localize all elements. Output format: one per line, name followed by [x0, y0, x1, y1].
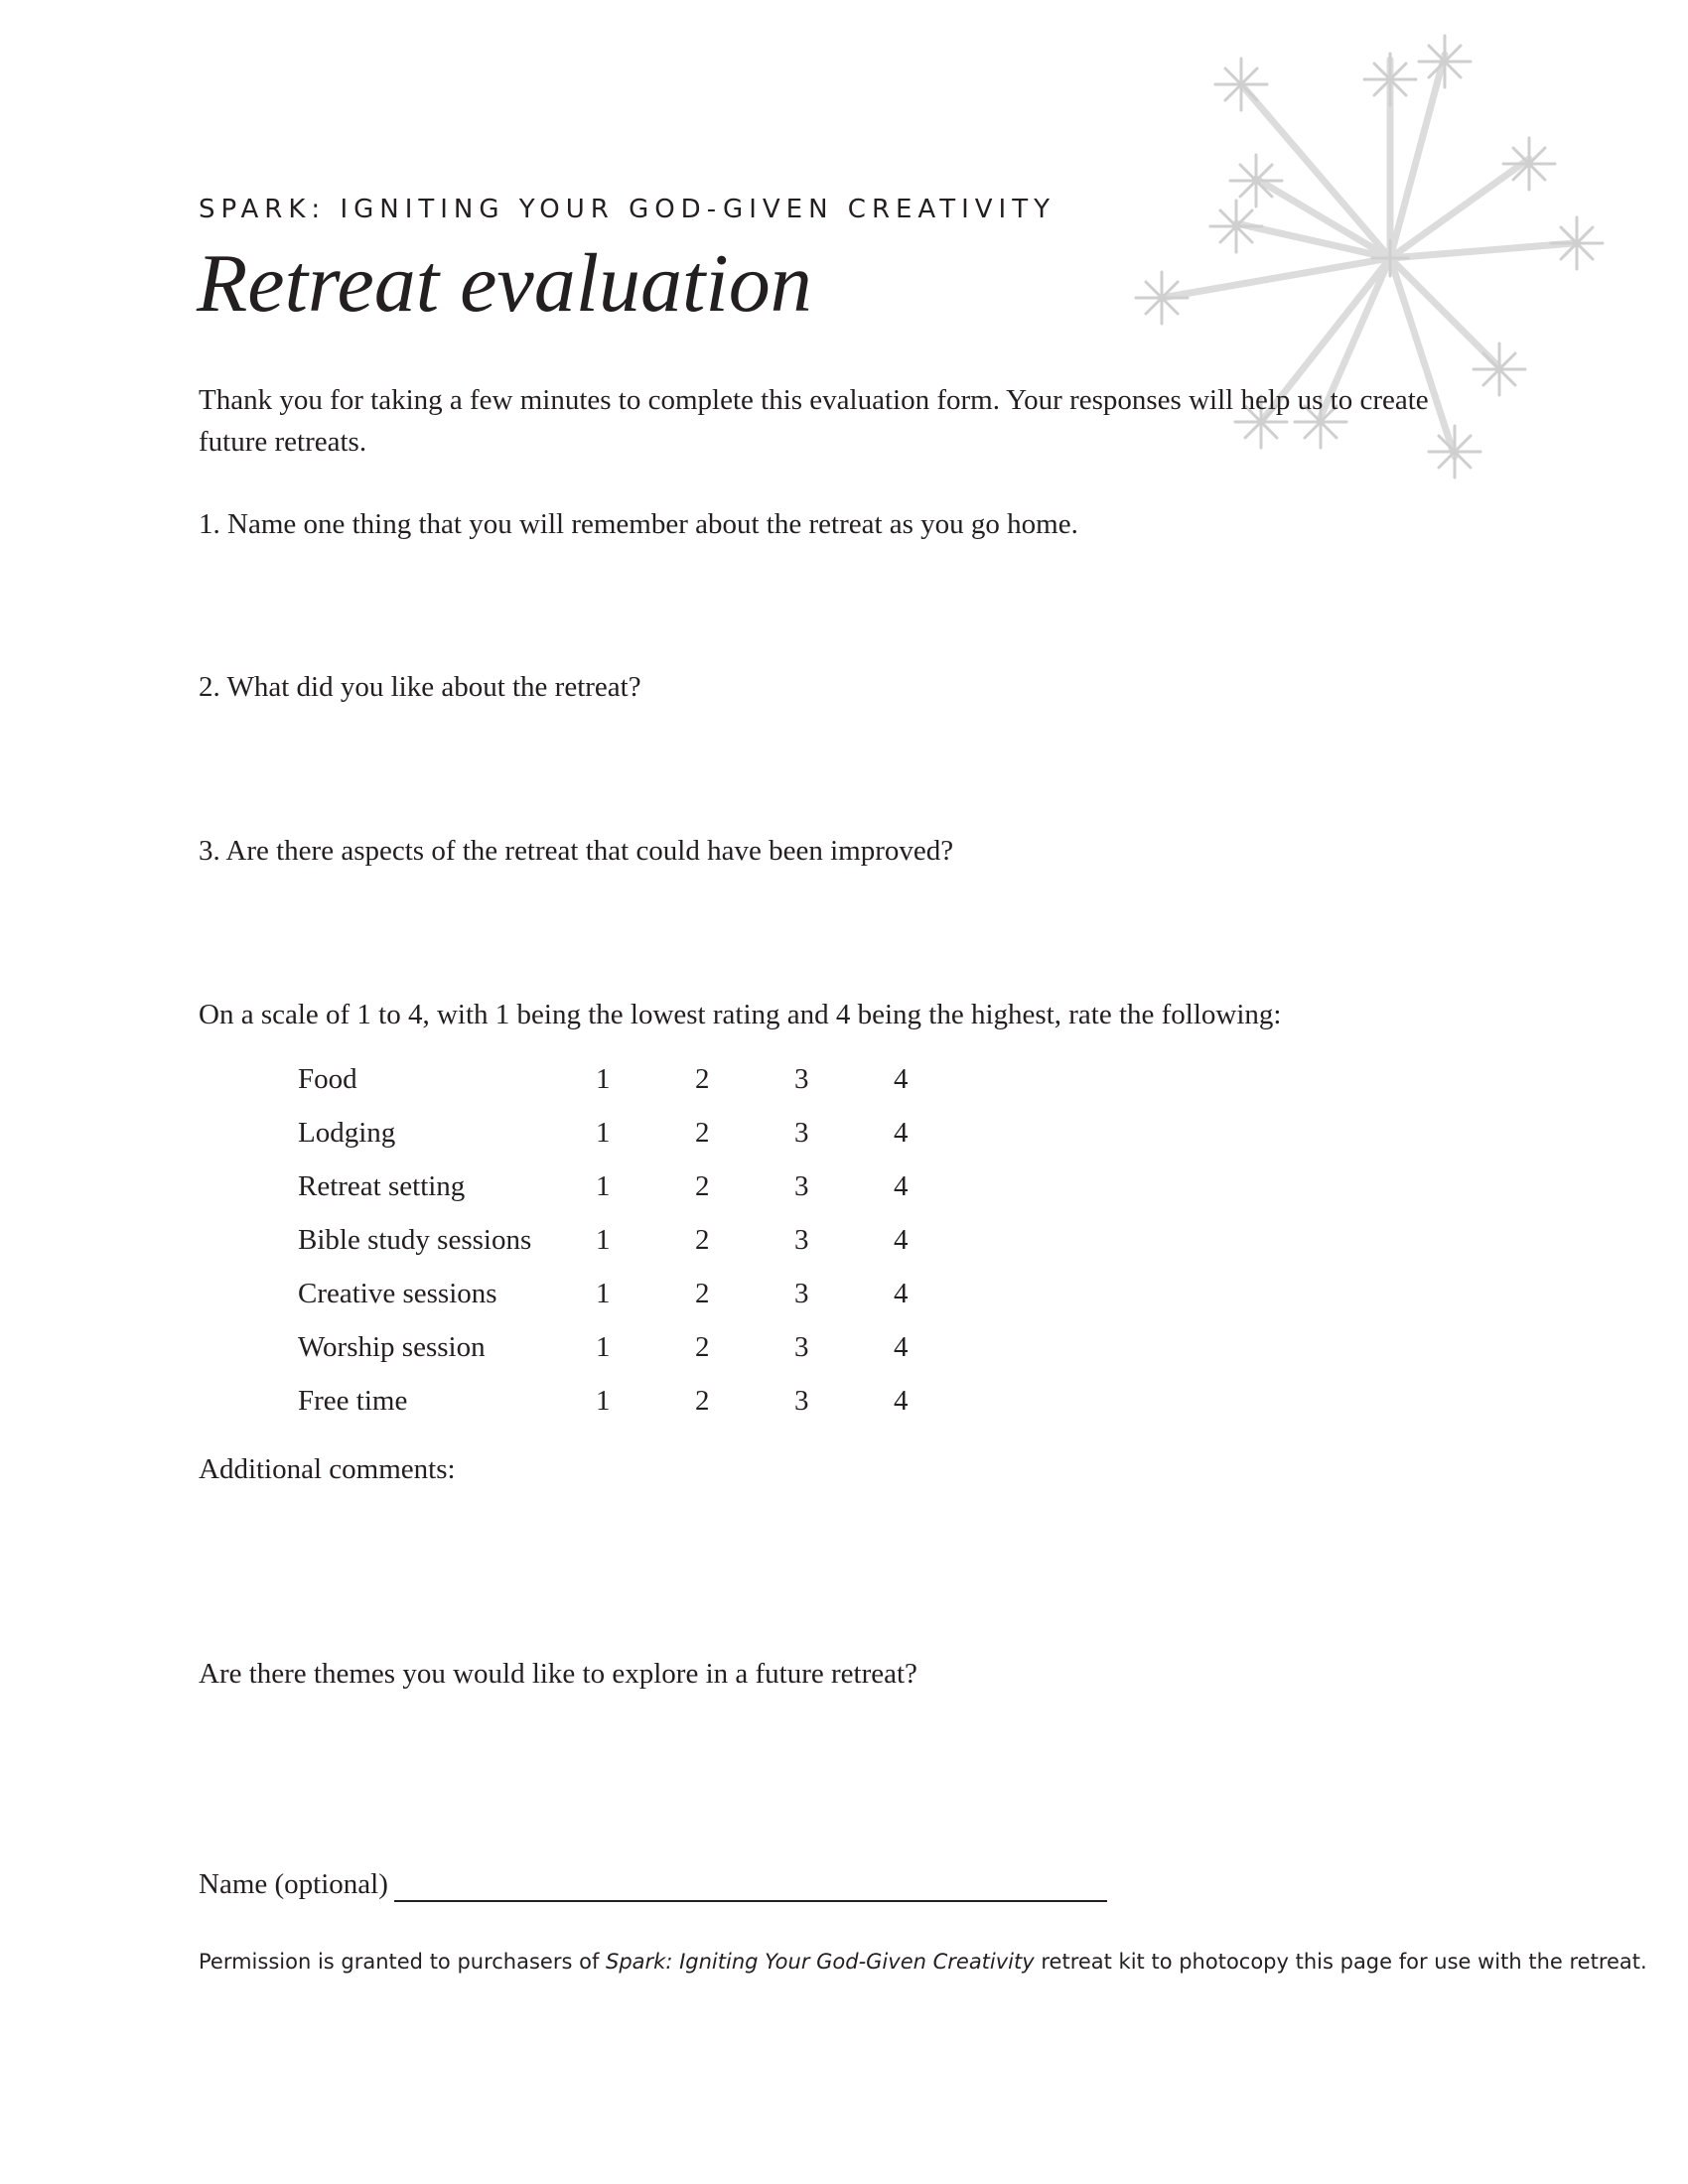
rating-item-label: Worship session	[298, 1330, 486, 1363]
rating-option-3[interactable]: 3	[794, 1169, 809, 1202]
page-title: Retreat evaluation	[197, 237, 812, 330]
rating-row	[298, 1267, 993, 1320]
permission-prefix: Permission is granted to purchasers of	[199, 1950, 607, 1974]
rating-option-4[interactable]: 4	[894, 1116, 909, 1149]
rating-item-label: Food	[298, 1062, 357, 1095]
rating-item-label: Bible study sessions	[298, 1223, 532, 1256]
rating-row	[298, 1213, 993, 1267]
rating-option-2[interactable]: 2	[695, 1223, 710, 1256]
rating-option-3[interactable]: 3	[794, 1384, 809, 1417]
additional-comments-label: Additional comments:	[199, 1453, 456, 1485]
rating-option-2[interactable]: 2	[695, 1062, 710, 1095]
rating-item-label: Retreat setting	[298, 1169, 466, 1202]
rating-instruction: On a scale of 1 to 4, with 1 being the lowest rating and 4 being the highest, rate the following:	[199, 999, 1282, 1030]
question-1: 1. Name one thing that you will remember about the retreat as you go home.	[199, 508, 1078, 540]
rating-table	[298, 1052, 993, 1428]
rating-option-2[interactable]: 2	[695, 1169, 710, 1202]
rating-option-1[interactable]: 1	[596, 1277, 611, 1309]
rating-option-2[interactable]: 2	[695, 1116, 710, 1149]
rating-option-4[interactable]: 4	[894, 1330, 909, 1363]
question-3: 3. Are there aspects of the retreat that could have been improved?	[199, 835, 954, 867]
rating-option-1[interactable]: 1	[596, 1062, 611, 1095]
rating-option-3[interactable]: 3	[794, 1116, 809, 1149]
question-2: 2. What did you like about the retreat?	[199, 671, 641, 703]
rating-option-3[interactable]: 3	[794, 1277, 809, 1309]
rating-row	[298, 1374, 993, 1428]
name-input-line[interactable]	[394, 1872, 1107, 1902]
rating-item-label: Creative sessions	[298, 1277, 497, 1309]
rating-option-4[interactable]: 4	[894, 1223, 909, 1256]
rating-option-1[interactable]: 1	[596, 1169, 611, 1202]
permission-suffix: retreat kit to photocopy this page for use with the retreat.	[1034, 1950, 1647, 1974]
intro-paragraph: Thank you for taking a few minutes to complete this evaluation form. Your responses will help us to create future retreats.	[199, 384, 1429, 458]
rating-option-1[interactable]: 1	[596, 1384, 611, 1417]
rating-option-3[interactable]: 3	[794, 1330, 809, 1363]
rating-item-label: Lodging	[298, 1116, 396, 1149]
name-field-label: Name (optional)	[199, 1868, 388, 1900]
rating-option-2[interactable]: 2	[695, 1330, 710, 1363]
rating-option-4[interactable]: 4	[894, 1384, 909, 1417]
rating-option-2[interactable]: 2	[695, 1277, 710, 1309]
future-themes-question: Are there themes you would like to explore in a future retreat?	[199, 1658, 917, 1690]
rating-option-1[interactable]: 1	[596, 1116, 611, 1149]
rating-option-3[interactable]: 3	[794, 1062, 809, 1095]
rating-item-label: Free time	[298, 1384, 408, 1417]
rating-option-1[interactable]: 1	[596, 1330, 611, 1363]
rating-option-3[interactable]: 3	[794, 1223, 809, 1256]
permission-notice	[199, 1950, 1647, 1974]
rating-option-4[interactable]: 4	[894, 1277, 909, 1309]
permission-book-title: Spark: Igniting Your God-Given Creativity	[606, 1950, 1035, 1974]
rating-row	[298, 1052, 993, 1106]
rating-option-2[interactable]: 2	[695, 1384, 710, 1417]
rating-row	[298, 1320, 993, 1374]
rating-option-1[interactable]: 1	[596, 1223, 611, 1256]
name-field	[199, 1866, 1107, 1902]
rating-option-4[interactable]: 4	[894, 1062, 909, 1095]
series-title: SPARK: IGNITING YOUR GOD-GIVEN CREATIVITY	[199, 195, 1055, 224]
rating-row	[298, 1160, 993, 1213]
rating-row	[298, 1106, 993, 1160]
rating-option-4[interactable]: 4	[894, 1169, 909, 1202]
